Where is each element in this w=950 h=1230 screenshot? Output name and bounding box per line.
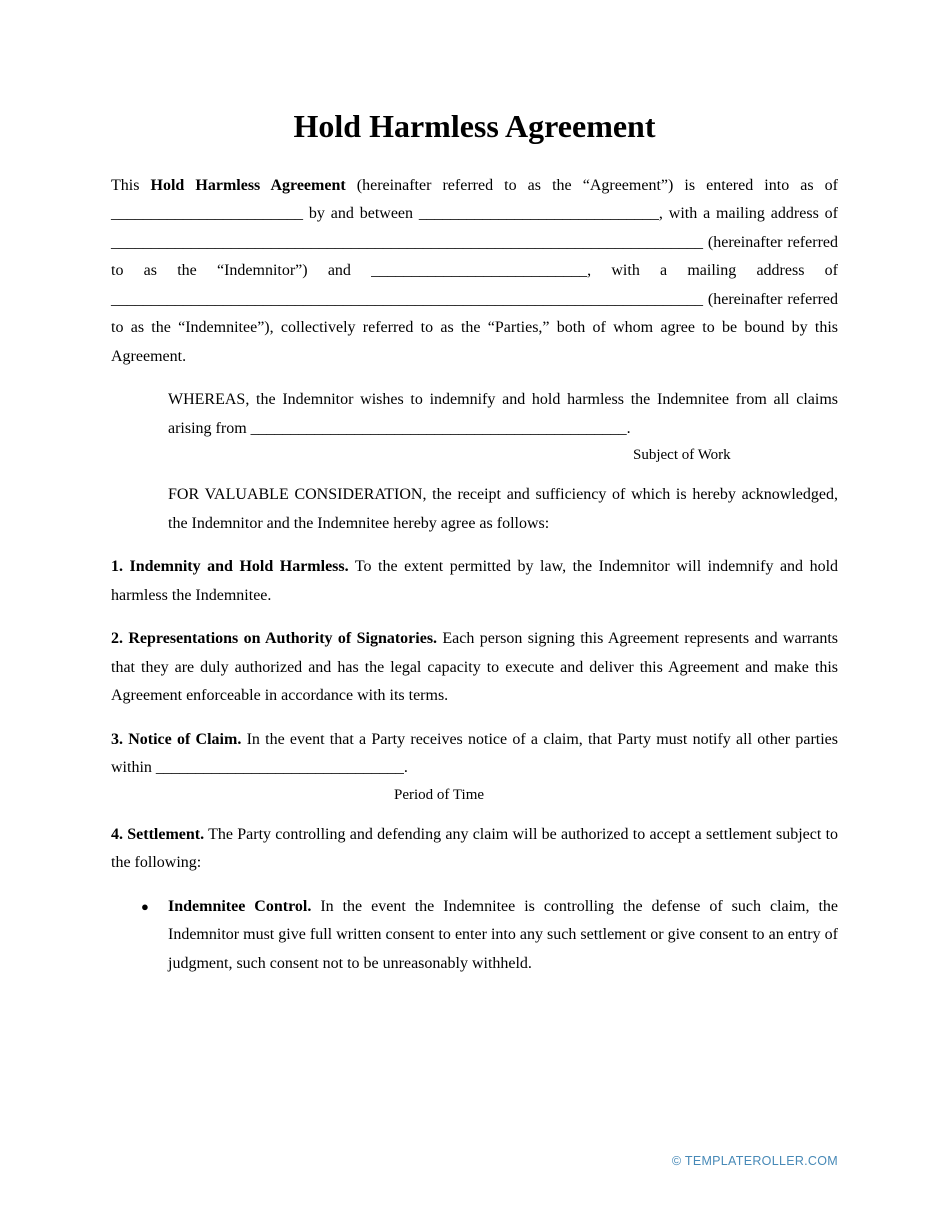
bullet-item-indemnitee-control — [111, 893, 838, 978]
intro-lead: This — [111, 177, 140, 194]
section-1-body: To the extent permitted by law, the Indemnitor will indemnify and hold harmless the Indemnitee. — [111, 558, 839, 604]
section-3-body: In the event that a Party receives notice of a claim, that Party must notify all other parties within _______________________________. — [111, 730, 839, 777]
section-2-heading: 2. Representations on Authority of Signatories. — [111, 630, 438, 648]
section-1-indemnity — [111, 553, 838, 610]
bullet-heading: Indemnitee Control. — [168, 897, 312, 915]
intro-agreement-term: Hold Harmless Agreement — [150, 177, 346, 194]
section-4-body: The Party controlling and defending any claim will be authorized to accept a settlement subject to the following: — [111, 825, 839, 872]
section-1-heading: 1. Indemnity and Hold Harmless. — [111, 558, 349, 576]
section-2-body: Each person signing this Agreement represents and warrants that they are duly authorized and has the legal capacity to execute and deliver this Agreement and make this Agreement enforceable in accordance with its terms. — [111, 630, 839, 705]
section-4-heading: 4. Settlement. — [111, 825, 205, 843]
page-title: Hold Harmless Agreement — [293, 108, 656, 144]
bullet-paragraph — [168, 893, 838, 978]
caption-subject-of-work: Subject of Work — [633, 447, 731, 464]
consideration-paragraph: FOR VALUABLE CONSIDERATION, the receipt and sufficiency of which is hereby acknowledged, the Indemnitor and the Indemnitee hereby agree as follows: — [168, 486, 838, 532]
whereas-block — [168, 386, 838, 465]
intro-body: (hereinafter referred to as the “Agreement”) is entered into as of ________________________ by and between ______________________________, with a mailing address of __________________________________________________________________________ (hereinafter referred to as the “Indemnitor”) and ___________________________, with a mailing address of __________________________________________________________________________ (hereinafter referred to as the “Indemnitee”), collectively referred to as the “Parties,” both of whom agree to be bound by this Agreement. — [111, 177, 839, 365]
bullet-icon: ● — [141, 898, 149, 914]
whereas-paragraph: WHEREAS, the Indemnitor wishes to indemnify and hold harmless the Indemnitee from all claims arising from _______________________________________________. — [168, 391, 838, 437]
section-4-settlement — [111, 821, 838, 878]
section-3-heading: 3. Notice of Claim. — [111, 730, 242, 748]
section-2-representations — [111, 625, 838, 710]
section-3-notice-of-claim — [111, 726, 838, 783]
caption-period-of-time: Period of Time — [394, 786, 485, 803]
bullet-body: In the event the Indemnitee is controlling the defense of such claim, the Indemnitor must give full written consent to enter into any such settlement or give consent to an entry of judgment, such consent not to be unreasonably withheld. — [168, 897, 838, 972]
footer-brand-link[interactable]: © TEMPLATEROLLER.COM — [671, 1154, 838, 1168]
intro-paragraph — [111, 172, 838, 371]
